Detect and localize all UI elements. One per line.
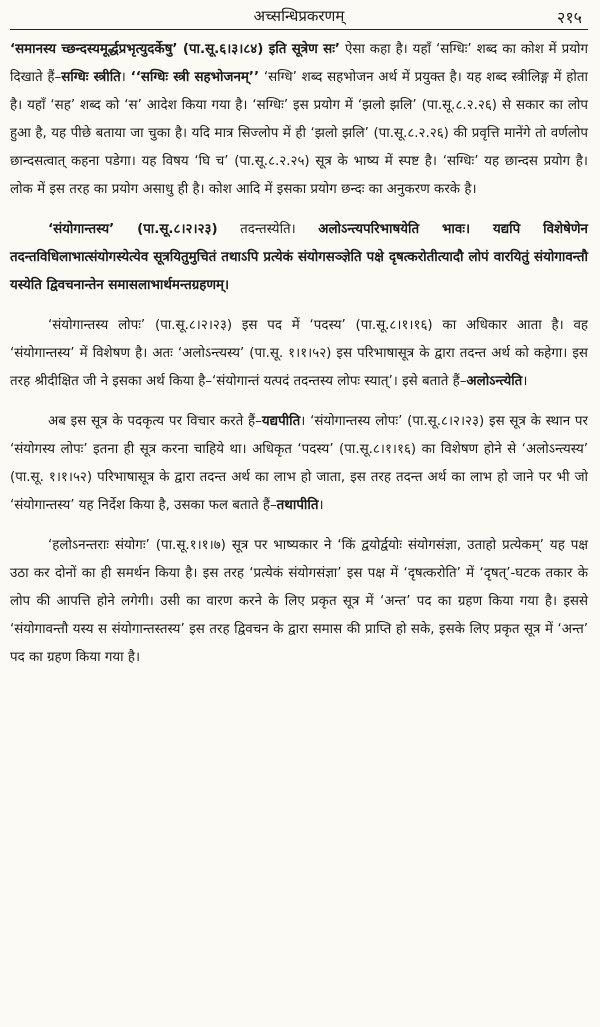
running-title: अच्सन्धिप्रकरणम् [253,7,345,25]
page-header [10,0,588,32]
text-span: अब इस सूत्र के पदकृत्य पर विचार करते हैं– [48,414,262,429]
page-body [10,36,588,684]
sutra-heading: ‘संयोगान्तस्य’ (पा.सू.८।२।२३) [48,222,218,237]
bold-phrase: तथापीति [276,498,319,513]
text-span: ‘संयोगान्तस्य लोपः’ (पा.सू.८।२।२३) इस पद में ‘पदस्य’ (पा.सू.८।१।१६) का अधिकार आता है। वह ‘संयोगान्तस्य’ में विशेषण है। अतः ‘अलोऽन्त्यस्य’ (पा.सू. १।१।५२) इस परिभाषासूत्र के द्वारा तदन्त अर्थ को कहेगा। इस तरह श्रीदीक्षित जी ने इसका अर्थ किया है–‘संयोगान्तं यत्पदं तदन्तस्य लोपः स्यात्’। इसे बताते हैं– [10,318,588,389]
text-span: । ‘संयोगान्तस्य लोपः’ (पा.सू.८।२।२३) इस सूत्र के स्थान पर ‘संयोगस्य लोपः’ इतना ही सूत्र करना चाहिये था। अधिकृत ‘पदस्य’ (पा.सू.८।१।१६) का विशेषण होने से ‘अलोऽन्त्यस्य’ (पा.सू. १।१।५२) परिभाषासूत्र के द्वारा तदन्त अर्थ का लाभ हो जाता, इस तरह तदन्त अर्थ का लाभ हो जाने पर भी जो ‘संयोगान्तस्य’ यह निर्देश किया है, उसका फल बताते हैं– [10,414,589,513]
paragraph-3 [10,312,588,396]
paragraph-5 [10,532,588,672]
sutra-quote: ‘समानस्य च्छन्दस्यमूर्द्धप्रभृत्युदर्केषु’ (पा.सू.६।३।८४) इति सूत्रेण सः’ [10,42,341,57]
bold-phrase: यद्यपीति [261,414,301,429]
paragraph-4 [10,408,588,520]
header-rule [10,29,588,30]
text-span: । [318,498,324,513]
page-number: २१५ [557,8,582,27]
text-span: ऐसा कहा है। यहाँ ‘सग्धिः’ शब्द का कोश में प्रयोग दिखाते हैं– [10,42,588,85]
kosha-quote: ‘‘सग्धिः स्त्री सहभोजनम्’’ [130,70,260,85]
bold-phrase: सग्धिः स्त्रीति [61,70,121,85]
text-span: । [120,70,131,85]
commentary-bold: अलोऽन्त्यपरिभाषयेति भावः। यद्यपि विशेषेणेन तदन्तविधिलाभात्संयोगस्येत्येव सूत्रयितुमुचितं तथाऽपि प्रत्येकं संयोगसञ्ज्ञेति पक्षे दृषत्करोतीत्यादौ लोपं वारयितुं संयोगावन्तौ यस्येति द्विवचनान्तेन समासलाभार्थमन्तग्रहणम्। [10,222,588,293]
text-span: ‘सग्धि’ शब्द सहभोजन अर्थ में प्रयुक्त है। यह शब्द स्त्रीलिङ्ग में होता है। यहाँ ‘सह’ शब्द को ‘स’ आदेश किया गया है। ‘सग्धिः’ इस प्रयोग में ‘झलो झलि’ (पा.सू.८.२.२६) से सकार का लोप हुआ है, यह पीछे बताया जा चुका है। यदि मात्र सिज्लोप में ही ‘झलो झलि’ (पा.सू.८.२.२६) की प्रवृत्ति मानेंगे तो वर्णलोप छान्दसत्वात् कहना पडेगा। यह विषय ‘घि च’ (पा.सू.८.२.२५) सूत्र के भाष्य में स्पष्ट है। ‘सग्धिः’ यह छान्दस प्रयोग है। लोक में इस तरह का प्रयोग असाधु ही है। कोश आदि में इसका प्रयोग छन्दः का अनुकरण करके है। [10,70,588,197]
text-span: ‘हलोऽनन्तराः संयोगः’ (पा.सू.१।१।७) सूत्र पर भाष्यकार ने ‘किं द्वयोर्द्वयोः संयोगसंज्ञा, उताहो प्रत्येकम्’ यह पक्ष उठा कर दोनों का ही समर्थन किया है। इस तरह ‘प्रत्येकं संयोगसंज्ञा’ इस पक्ष में ‘दृषत्करोति’ में ‘दृषत्’-घटक तकार के लोप की आपत्ति होने लगेगी। उसी का वारण करने के लिए प्रकृत सूत्र में ‘अन्त’ पद का ग्रहण किया गया है। इससे ‘संयोगावन्तौ यस्य स संयोगान्तस्तस्य’ इस तरह द्विवचन के द्वारा समास की प्राप्ति हो सके, इसके लिए प्रकृत सूत्र में ‘अन्त’ पद का ग्रहण किया गया है। [10,538,588,665]
text-span: । [522,374,528,389]
text-span: तदन्तस्येति। [217,222,319,237]
paragraph-2 [10,216,588,300]
bold-phrase: अलोऽन्त्येति [466,374,523,389]
paragraph-1 [10,36,588,204]
